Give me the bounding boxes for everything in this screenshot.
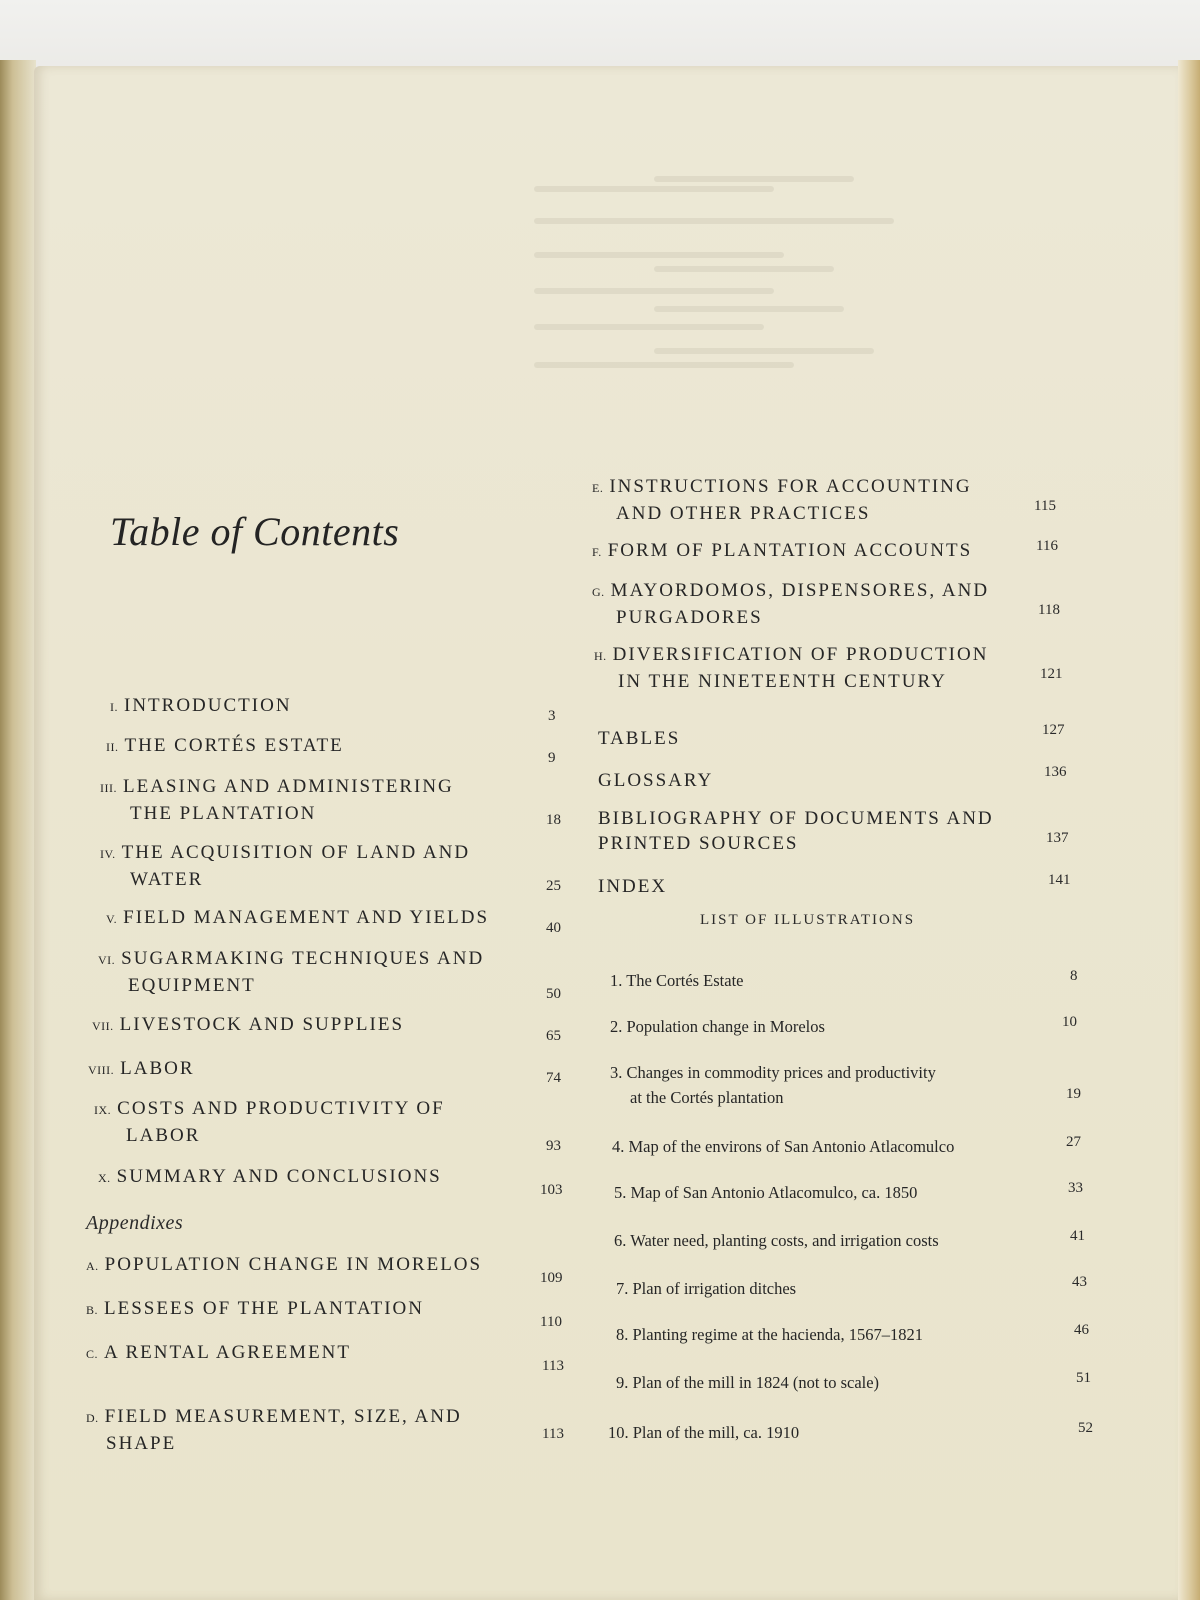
page-title: Table of Contents: [110, 509, 400, 554]
illustration-page-number: 52: [1078, 1420, 1093, 1436]
appendix-page-number: 118: [1038, 602, 1060, 618]
illustration-page-number: 51: [1076, 1370, 1091, 1386]
chapter-page-number: 9: [548, 750, 556, 766]
back-matter-entry: INDEX: [598, 876, 668, 897]
chapter-page-number: 18: [546, 812, 561, 828]
book-page-edge-left: [0, 60, 36, 1600]
appendix-page-number: 116: [1036, 538, 1058, 554]
back-matter-page-number: 136: [1044, 764, 1067, 780]
chapter-entry: IX. COSTS AND PRODUCTIVITY OF LABOR: [94, 1098, 445, 1146]
appendix-entry: H. DIVERSIFICATION OF PRODUCTION IN THE NINETEENTH CENTURY: [594, 644, 989, 692]
chapter-page-number: 3: [548, 708, 556, 724]
illustration-entry: 6. Water need, planting costs, and irrigation costs: [614, 1231, 939, 1250]
back-matter-entry: BIBLIOGRAPHY OF DOCUMENTS AND PRINTED SOURCES: [598, 808, 994, 854]
chapter-page-number: 50: [546, 986, 561, 1002]
appendix-entry: F. FORM OF PLANTATION ACCOUNTS: [592, 540, 973, 561]
appendixes-heading: Appendixes: [86, 1212, 184, 1234]
chapter-entry: IV. THE ACQUISITION OF LAND AND WATER: [100, 842, 471, 890]
illustration-page-number: 33: [1068, 1180, 1083, 1196]
chapter-page-number: 25: [546, 878, 561, 894]
appendix-page-number: 109: [540, 1270, 563, 1286]
chapter-entry: X. SUMMARY AND CONCLUSIONS: [98, 1166, 442, 1187]
chapter-page-number: 40: [546, 920, 561, 936]
appendix-page-number: 113: [542, 1426, 564, 1442]
illustration-entry: 2. Population change in Morelos: [610, 1017, 825, 1036]
chapter-entry: VII. LIVESTOCK AND SUPPLIES: [92, 1014, 405, 1035]
appendix-page-number: 121: [1040, 666, 1063, 682]
appendix-entry: A. POPULATION CHANGE IN MORELOS: [86, 1254, 483, 1275]
illustration-page-number: 8: [1070, 968, 1078, 984]
back-matter-entry: GLOSSARY: [598, 770, 714, 791]
illustration-entry: 7. Plan of irrigation ditches: [616, 1279, 797, 1298]
illustration-entry: 8. Planting regime at the hacienda, 1567–1821: [616, 1325, 924, 1344]
illustrations-heading: LIST OF ILLUSTRATIONS: [700, 912, 916, 928]
illustration-entry: 4. Map of the environs of San Antonio Atlacomulco: [612, 1137, 955, 1156]
illustration-entry: 9. Plan of the mill in 1824 (not to scale): [616, 1373, 880, 1392]
chapter-entry: III. LEASING AND ADMINISTERING THE PLANTATION: [100, 776, 454, 824]
chapter-page-number: 74: [546, 1070, 561, 1086]
back-matter-page-number: 127: [1042, 722, 1065, 738]
appendix-entry: D. FIELD MEASUREMENT, SIZE, AND SHAPE: [86, 1406, 462, 1454]
illustration-page-number: 43: [1072, 1274, 1087, 1290]
appendix-entry: B. LESSEES OF THE PLANTATION: [86, 1298, 424, 1319]
appendix-page-number: 113: [542, 1358, 564, 1374]
illustration-entry: 1. The Cortés Estate: [610, 971, 744, 990]
back-matter-page-number: 137: [1046, 830, 1069, 846]
illustration-entry: 10. Plan of the mill, ca. 1910: [608, 1423, 800, 1442]
appendix-entry: G. MAYORDOMOS, DISPENSORES, AND PURGADORES: [592, 580, 990, 628]
appendix-entry: C. A RENTAL AGREEMENT: [86, 1342, 352, 1363]
chapter-page-number: 93: [546, 1138, 561, 1154]
illustration-page-number: 19: [1066, 1086, 1081, 1102]
illustration-entry: 3. Changes in commodity prices and productivity at the Cortés plantation: [610, 1063, 936, 1107]
chapter-entry: I. INTRODUCTION: [110, 695, 292, 716]
chapter-entry: V. FIELD MANAGEMENT AND YIELDS: [106, 907, 490, 928]
illustration-page-number: 27: [1066, 1134, 1081, 1150]
chapter-page-number: 65: [546, 1028, 561, 1044]
chapter-entry: II. THE CORTÉS ESTATE: [106, 735, 344, 756]
illustration-entry: 5. Map of San Antonio Atlacomulco, ca. 1850: [614, 1183, 918, 1202]
chapter-page-number: 103: [540, 1182, 563, 1198]
back-matter-page-number: 141: [1048, 872, 1071, 888]
chapter-entry: VI. SUGARMAKING TECHNIQUES AND EQUIPMENT: [98, 948, 485, 996]
book-page-edge-right: [1178, 60, 1200, 1600]
show-through-text: [34, 66, 1178, 466]
illustration-page-number: 41: [1070, 1228, 1085, 1244]
appendix-page-number: 110: [540, 1314, 562, 1330]
illustration-page-number: 10: [1062, 1014, 1077, 1030]
chapter-entry: VIII. LABOR: [88, 1058, 195, 1079]
illustration-page-number: 46: [1074, 1322, 1089, 1338]
appendix-page-number: 115: [1034, 498, 1056, 514]
back-matter-entry: TABLES: [598, 728, 681, 749]
appendix-entry: E. INSTRUCTIONS FOR ACCOUNTING AND OTHER PRACTICES: [592, 476, 972, 524]
